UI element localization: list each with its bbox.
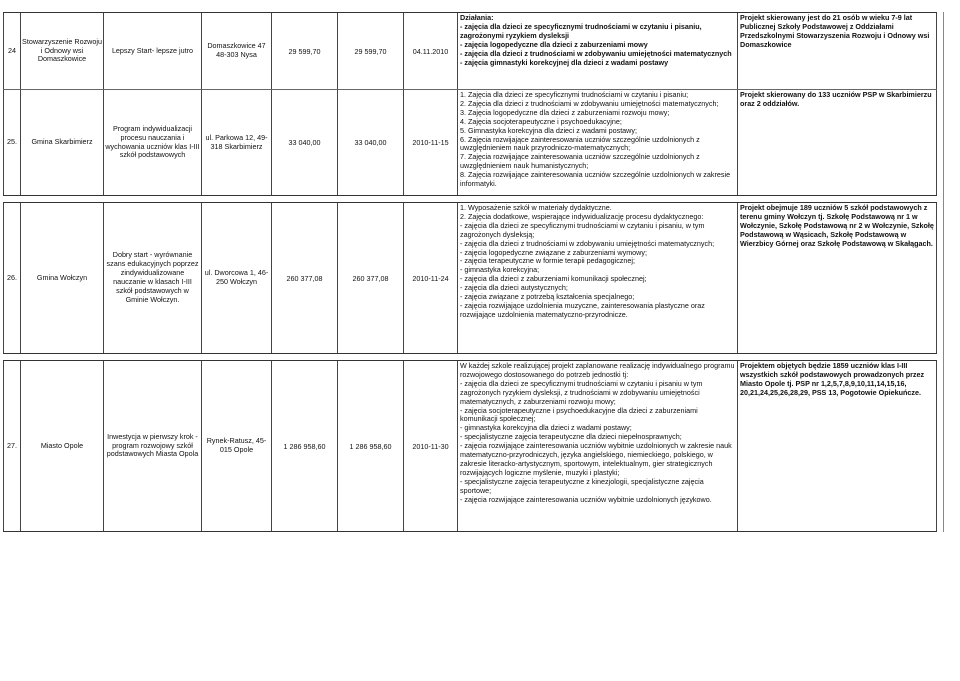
activities-line: - specjalistyczne zajęcia terapeutyczne z kinezjologii, specjalistyczne zajęcia sportowe; [460,476,704,495]
table-row [3,13,937,90]
activities-line: - zajęcia socjoterapeutyczne i psychoedukacyjne dla dzieci z zaburzeniami komunikacji społecznej; [460,405,698,424]
activities-line: - zajęcia logopedyczne dla dzieci z zaburzeniami mowy [460,39,648,49]
amount-grant-cell [337,203,403,353]
activities-line: W każdej szkole realizującej projekt zaplanowane realizację indywidualnego programu rozwojowego dostosowanego do potrzeb jednostki tj: [460,361,735,379]
date-text: 2010-11-24 [412,273,449,283]
project-title-text: Inwestycja w pierwszy krok - program rozwojowy szkół podstawowych Miasta Opola [106,431,199,459]
address-text: ul. Dworcowa 1, 46-250 Wołczyn [204,268,269,286]
activities-line: - zajęcia rozwijające zainteresowania uczniów wybitnie uzdolnionych językowo. [460,494,712,504]
project-title-text: Program indywidualizacji procesu nauczania i wychowania uczniów klas I-III szkół podstawowych [105,123,200,160]
project-title-cell [103,203,201,353]
project-title-cell [103,361,201,531]
row-number-text: 24 [8,45,16,55]
row-number [3,361,20,531]
date-cell [403,361,457,531]
date-text: 2010-11-15 [412,138,449,147]
date-cell [403,13,457,89]
row-number-text: 27. [7,440,17,450]
activities-line: - zajęcia dla dzieci ze specyficznymi trudnościami w czytaniu i pisaniu w tym zagrożonych ryzykiem dysleksji, z trudnościami w zdobywaniu umiejętności matematycznych, z zaburzeniami rozwoju mowy; [460,378,703,406]
row-number-text: 25. [7,137,17,147]
activities-line: 8. Zajęcia rozwijające zainteresowania uczniów szczególnie uzdolnionych w zakresie informatyki. [460,170,731,189]
beneficiary-cell [20,361,103,531]
table-block-3 [3,360,937,532]
amount-total-text: 260 377,08 [286,273,323,283]
target-group-text: Projekt obejmuje 189 uczniów 5 szkół podstawowych z terenu gminy Wołczyn tj. Szkołę Podstawową nr 1 w Wołczynie, Szkołę Podstawową nr 2 w Wołczynie, Szkołę Podstawową w Wąsicach, Szkołę Podstawową w Wierzbicy Górnej oraz Szkołę Podstawową w Skałągach. [740,203,934,248]
date-text: 04.11.2010 [412,46,449,56]
activities-line: - zajęcia dla dzieci autystycznych; [460,283,568,293]
activities-line: 5. Gimnastyka korekcyjna dla dzieci z wadami postawy; [460,125,637,135]
target-group-text: Projekt skierowany do 133 uczniów PSP w Skarbimierzu oraz 2 oddziałów. [740,90,932,108]
activities-line: 2. Zajęcia dodatkowe, wspierające indywidualizację procesu dydaktycznego: [460,211,704,221]
amount-total-cell [271,203,337,353]
project-title-text: Dobry start - wyrównanie szans edukacyjnych poprzez zindywidualizowane nauczanie w klasach I-III szkół podstawowych w Gminie Wołczyn. [106,250,199,304]
target-group-text: Projektem objętych będzie 1859 uczniów klas I-III wszystkich szkół podstawowych prowadzonych przez Miasto Opole tj. PSP nr 1,2,5,7,8,9,10,11,14,15,16, 20,21,24,25,26,28,29, PSS 13, Pogotowie Opiekuńcze. [740,361,925,397]
table-row [3,361,937,531]
amount-grant-text: 29 599,70 [354,46,387,56]
activities-line: 6. Zajęcia rozwijające zainteresowania uczniów szczególnie uzdolnionych z uwzględnieniem nauk przyrodniczo-matematycznych; [460,134,700,153]
activities-line: - zajęcia dla dzieci ze specyficznymi trudnościami w czytaniu i pisaniu, w tym zagrożonych dysleksją; [460,220,705,239]
activities-line: 7. Zajęcia rozwijające zainteresowania uczniów szczególnie uzdolnionych z uwzględnieniem nauk humanistycznych; [460,152,700,171]
target-group-text: Projekt skierowany jest do 21 osób w wieku 7-9 lat Publicznej Szkoły Podstawowej z Oddziałami Przedszkolnymi Stowarzyszenia Rozwoju i Odnowy wsi Domaszkowice [740,13,930,49]
address-text: ul. Parkowa 12, 49-318 Skarbimierz [205,132,268,151]
amount-grant-cell [337,361,403,531]
amount-grant-cell [337,90,403,195]
table-block-2 [3,202,937,354]
target-group-cell [737,90,937,195]
amount-total-cell [271,13,337,89]
address-cell [201,13,271,89]
amount-grant-text: 260 377,08 [352,273,389,283]
amount-total-text: 33 040,00 [288,138,321,147]
date-text: 2010-11-30 [412,441,449,451]
row-number [3,203,20,353]
activities-cell [457,203,737,353]
activities-line: - zajęcia związane z potrzebą kształcenia specjalnego; [460,292,635,302]
activities-line: 1. Wyposażenie szkół w materiały dydaktyczne. [460,203,612,212]
activities-cell [457,361,737,531]
beneficiary-cell [20,90,103,195]
activities-line: - zajęcia dla dzieci z zaburzeniami komunikacji społecznej; [460,274,647,284]
address-cell [201,361,271,531]
beneficiary-cell [20,203,103,353]
project-title-cell [103,90,201,195]
activities-line: - zajęcia dla dzieci z trudnościami w zdobywaniu umiejętności matematycznych; [460,238,715,248]
table-block-1 [3,12,937,196]
beneficiary-cell [20,13,103,89]
activities-line: - zajęcia terapeutyczne w formie terapii pedagogicznej; [460,256,635,266]
beneficiary-text: Gmina Wołczyn [36,272,88,282]
target-group-cell [737,13,937,89]
target-group-cell [737,361,937,531]
amount-total-cell [271,361,337,531]
activities-line: - zajęcia gimnastyki korekcyjnej dla dzieci z wadami postawy [460,57,669,67]
activities-line: 4. Zajęcia socjoterapeutyczne i psychoedukacyjne; [460,116,622,126]
amount-grant-text: 1 286 958,60 [349,441,392,451]
activities-line: - zajęcia logopedyczne związane z zaburzeniami wymowy; [460,247,647,257]
address-text: Rynek-Ratusz, 45-015 Opole [206,436,267,454]
amount-total-text: 1 286 958,60 [283,441,326,451]
address-text: Domaszkowice 47 48-303 Nysa [207,41,266,59]
amount-grant-cell [337,13,403,89]
activities-line: - gimnastyka korekcyjna; [460,265,540,275]
project-title-cell [103,13,201,89]
row-number [3,13,20,89]
activities-line: - zajęcia dla dzieci z trudnościami w zdobywaniu umiejętności matematycznych [460,48,732,58]
amount-total-text: 29 599,70 [288,46,321,56]
amount-total-cell [271,90,337,195]
activities-line: Działania: [460,13,494,22]
target-group-cell [737,203,937,353]
date-cell [403,203,457,353]
activities-line: - zajęcia dla dzieci ze specyficznymi trudnościami w czytaniu i pisaniu, zagrożonymi ryzykiem dysleksji [460,21,702,40]
table-row [3,203,937,353]
project-title-text: Lepszy Start- lepsze jutro [111,45,194,55]
activities-line: 2. Zajęcia dla dzieci z trudnościami w zdobywaniu umiejętności matematycznych; [460,98,719,108]
amount-grant-text: 33 040,00 [354,138,387,147]
row-number-text: 26. [7,272,17,282]
activities-line: - zajęcia rozwijające uzdolnienia muzyczne, zainteresowania plastyczne oraz rozwijające uzdolnienia matematyczno-przyrodnicze. [460,300,705,319]
activities-line: - gimnastyka korekcyjna dla dzieci z wadami postawy; [460,423,632,433]
row-number [3,90,20,195]
activities-line: 1. Zajęcia dla dzieci ze specyficznymi trudnościami w czytaniu i pisaniu; [460,90,689,99]
activities-cell [457,90,737,195]
table-row [3,90,937,195]
beneficiary-text: Miasto Opole [40,440,84,450]
scan-edge-line [943,12,944,532]
beneficiary-text: Gmina Skarbimierz [31,137,93,147]
activities-line: - specjalistyczne zajęcia terapeutyczne dla dzieci niepełnosprawnych; [460,432,682,442]
activities-line: 3. Zajęcia logopedyczne dla dzieci z zaburzeniami rozwoju mowy; [460,107,670,117]
activities-cell [457,13,737,89]
activities-line: - zajęcia rozwijające zainteresowania uczniów wybitnie uzdolnionych w zakresie nauk matematyczno-przyrodniczych, języka angielskiego, niemieckiego, polskiego, w zakresie literacko-artystycznym, sportowym, intelektualnym, gier strategicznych rozwijających logiczne myślenie, muzyki i plastyki; [460,441,732,477]
address-cell [201,203,271,353]
date-cell [403,90,457,195]
address-cell [201,90,271,195]
beneficiary-text: Stowarzyszenie Rozwoju i Odnowy wsi Domaszkowice [22,36,102,64]
